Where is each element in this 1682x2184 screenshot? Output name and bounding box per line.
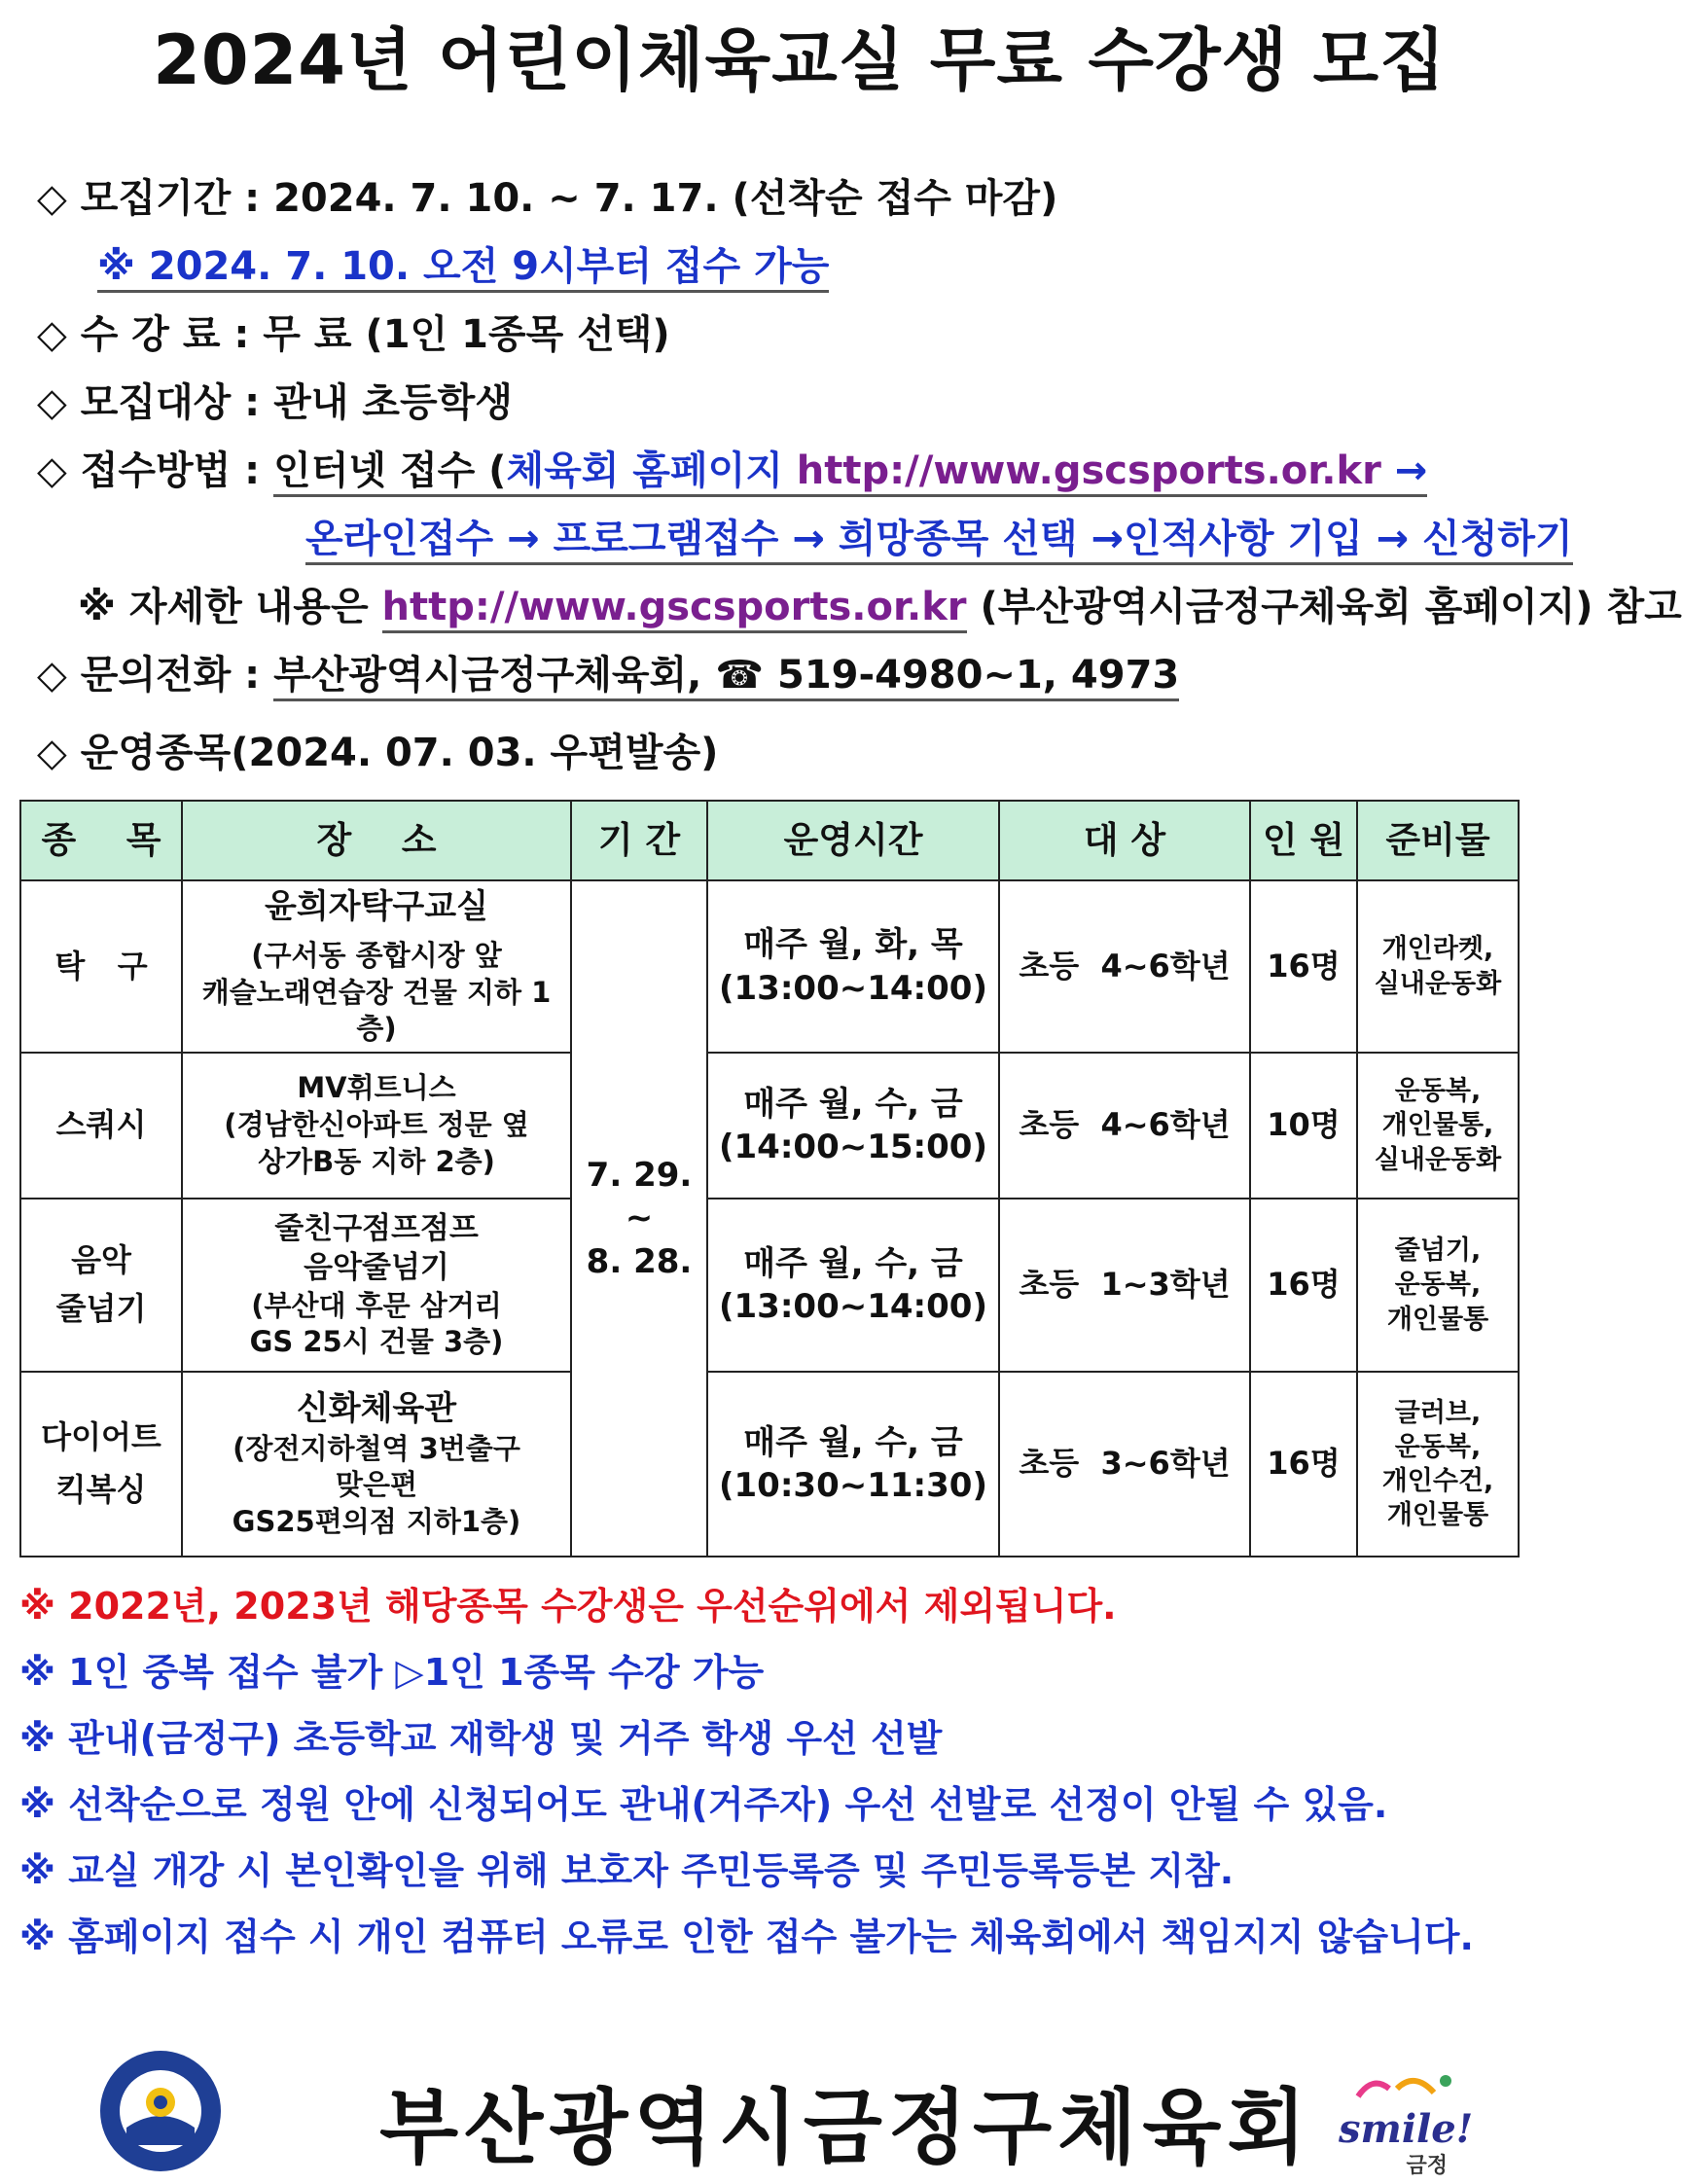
table-row [20,1199,1519,1372]
target-cell: 초등 3~6학년 [999,1372,1250,1557]
program-table [19,800,1520,1557]
header-period: 기 간 [571,801,707,880]
detail-reference: ※ 자세한 내용은 http://www.gscsports.or.kr (부산광역시금정구체육회 홈페이지) 참고 [78,576,1682,631]
homepage-link[interactable]: http://www.gscsports.or.kr [796,448,1381,493]
capacity-cell: 10명 [1250,1053,1357,1199]
place-cell: 줄친구점프점프 음악줄넘기 (부산대 후문 삼거리 GS 25시 건물 3층) [182,1199,571,1372]
detail-link[interactable]: http://www.gscsports.or.kr [382,585,967,633]
place-cell: MV휘트니스 (경남한신아파트 정문 옆 상가B동 지하 2층) [182,1053,571,1199]
note-selection: ※ 선착순으로 정원 안에 신청되어도 관내(거주자) 우선 선발로 선정이 안될 수 있음. [19,1783,1388,1826]
fee-info: ◇ 수 강 료 : 무 료 (1인 1종목 선택) [37,312,670,357]
capacity-cell: 16명 [1250,1372,1357,1557]
table-header-row [20,801,1519,880]
contact-info: ◇ 문의전화 : 부산광역시금정구체육회, ☎ 519-4980~1, 4973 [37,644,1179,699]
header-supplies: 준비물 [1357,801,1519,880]
supplies-cell: 개인라켓, 실내운동화 [1357,880,1519,1053]
sport-cell: 다이어트 킥복싱 [20,1372,182,1557]
time-cell: 매주 월, 수, 금 (10:30~11:30) [707,1372,999,1557]
target-cell: 초등 4~6학년 [999,1053,1250,1199]
time-cell: 매주 월, 화, 목 (13:00~14:00) [707,880,999,1053]
footer-org-name: 부산광역시금정구체육회 [379,2080,1312,2175]
period-note: ※ 2024. 7. 10. 오전 9시부터 접수 가능 [97,235,829,291]
place-cell: 윤희자탁구교실 (구서동 종합시장 앞 캐슬노래연습장 건물 지하 1층) [182,880,571,1053]
capacity-cell: 16명 [1250,880,1357,1053]
supplies-cell: 줄넘기, 운동복, 개인물통 [1357,1199,1519,1372]
apply-steps: 온라인접수 → 프로그램접수 → 희망종목 선택 →인적사항 기입 → 신청하기 [305,508,1573,563]
target-cell: 초등 4~6학년 [999,880,1250,1053]
note-priority-exclusion: ※ 2022년, 2023년 해당종목 수강생은 우선순위에서 제외됩니다. [19,1585,1117,1628]
programs-heading: ◇ 운영종목(2024. 07. 03. 우편발송) [37,731,719,775]
seal-icon [97,2048,224,2174]
supplies-cell: 글러브, 운동복, 개인수건, 개인물통 [1357,1372,1519,1557]
note-id-check: ※ 교실 개강 시 본인확인을 위해 보호자 주민등록증 및 주민등록등본 지참. [19,1849,1235,1892]
header-sport: 종 목 [20,801,182,880]
note-computer-error: ※ 홈페이지 접수 시 개인 컴퓨터 오류로 인한 접수 불가는 체육회에서 책임지지 않습니다. [19,1915,1474,1958]
table-row [20,1053,1519,1199]
period-cell: 7. 29. ~ 8. 28. [571,880,707,1557]
sport-cell: 스쿼시 [20,1053,182,1199]
table-row [20,1372,1519,1557]
capacity-cell: 16명 [1250,1199,1357,1372]
smile-geumjeong-logo: smile! 금정 [1339,2067,1465,2174]
target-cell: 초등 1~3학년 [999,1199,1250,1372]
page-title: 2024년 어린이체육교실 무료 수강생 모집 [153,20,1447,100]
sport-cell: 탁 구 [20,880,182,1053]
note-local-priority: ※ 관내(금정구) 초등학교 재학생 및 거주 학생 우선 선발 [19,1717,943,1760]
header-target: 대 상 [999,801,1250,880]
header-time: 운영시간 [707,801,999,880]
time-cell: 매주 월, 수, 금 (14:00~15:00) [707,1053,999,1199]
apply-method: ◇ 접수방법 : 인터넷 접수 (체육회 홈페이지 http://www.gscsports.or.kr → [37,440,1427,495]
header-place: 장 소 [182,801,571,880]
target-info: ◇ 모집대상 : 관내 초등학생 [37,380,513,425]
supplies-cell: 운동복, 개인물통, 실내운동화 [1357,1053,1519,1199]
council-seal-logo [97,2048,224,2174]
smile-arc-icon [1339,2067,1465,2106]
place-cell: 신화체육관 (장전지하철역 3번출구 맞은편 GS25편의점 지하1층) [182,1372,571,1557]
recruit-period: ◇ 모집기간 : 2024. 7. 10. ~ 7. 17. (선착순 접수 마감) [37,176,1058,221]
header-capacity: 인 원 [1250,801,1357,880]
sport-cell: 음악 줄넘기 [20,1199,182,1372]
table-row [20,880,1519,1053]
time-cell: 매주 월, 수, 금 (13:00~14:00) [707,1199,999,1372]
note-no-duplicate: ※ 1인 중복 접수 불가 ▷1인 1종목 수강 가능 [19,1651,765,1694]
